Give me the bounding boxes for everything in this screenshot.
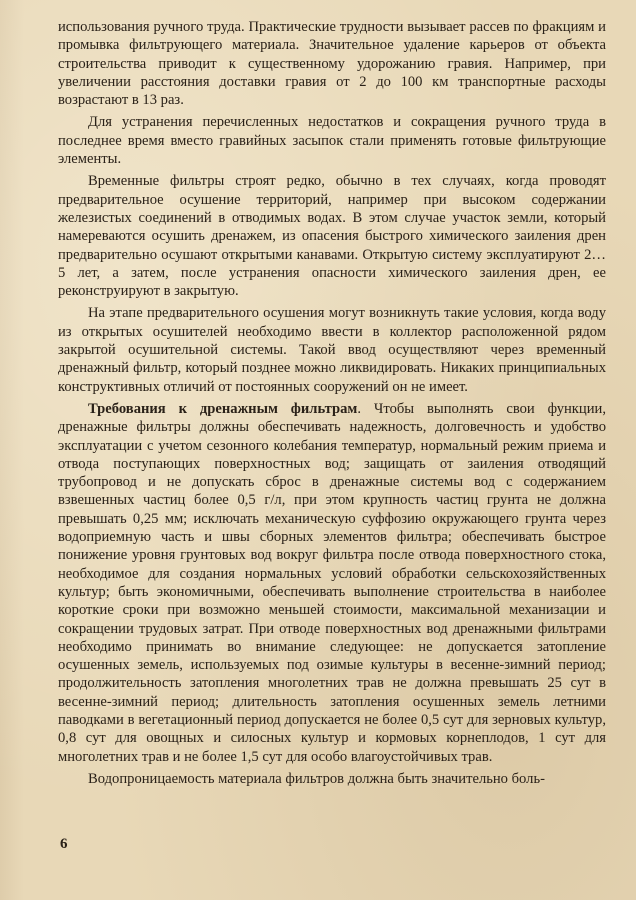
paragraph-preliminary-drainage: На этапе предварительного осушения могут возникнуть такие условия, когда воду из открытых осушителей необходимо ввести в коллектор расположенной рядом закрытой осушительной системы. Такой ввод осуществляют через временный дренажный фильтр, который позднее можно ликвидировать. Никаких принципиальных конструктивных отличий от постоянных сооружений он не имеет.: [58, 305, 606, 395]
paragraph-filter-requirements: [58, 400, 606, 766]
paragraph-temporary-filters: Временные фильтры строят редко, обычно в тех случаях, когда проводят предварительное осушение территорий, например при высоком содержании железистых соединений в отводимых водах. В этом случае участок земли, который намереваются осушить дренажем, из опасения быстрого химического заиления дрен предварительно осушают открытыми канавами. Открытую систему эксплуатируют 2…5 лет, а затем, после устранения опасности химического заиления дрен, ее реконструируют в закрытую.: [58, 173, 606, 300]
section-heading: Требования к дренажным фильтрам: [88, 400, 358, 417]
body-text: [58, 18, 606, 788]
paragraph-permeability: Водопроницаемость материала фильтров должна быть значительно боль-: [88, 770, 545, 787]
section-body: . Чтобы выполнять свои функции, дренажные фильтры должны обеспечивать надежность, долговечность и удобство эксплуатации с учетом сезонного колебания температур, нормальный режим приема и отвода поступающих поверхностных вод; защищать от заиления отводящий трубопровод и не допускать сброс в дренажные системы вод с содержанием взвешенных частиц более 0,5 г/л, при этом крупность частиц грунта не должна превышать 0,25 мм; исключать механическую суффозию окружающего грунта через водоприемную часть и швы сборных элементов фильтра; обеспечивать быстрое понижение уровня грунтовых вод вокруг фильтра после отвода поверхностного стока, необходимое для создания нормальных условий обработки сельскохозяйственных культур; быть экономичными, обеспечивать выполнение строительства в наиболее короткие сроки при возможно меньшей стоимости, максимальной механизации и сокращении трудовых затрат. При отводе поверхностных вод дренажными фильтрами необходимо принимать во внимание следующее: не допускается затопление осушенных земель, используемых под озимые культуры в весенне-зимний период; продолжительность затопления многолетних трав не должна превышать 25 сут в весенне-зимний период; длительность затопления осушенных земель летними паводками в вегетационный период допускается не более 0,5 сут для зерновых культур, 0,8 сут для овощных и силосных культур и кормовых корнеплодов, 1 сут для многолетних трав и не более 1,5 сут для особо влагоустойчивых трав.: [58, 400, 606, 765]
page-number: 6: [60, 836, 68, 852]
paragraph-continuation: использования ручного труда. Практические трудности вызывает рассев по фракциям и промывка фильтрующего материала. Значительное удаление карьеров от объекта строительства приводит к существенному удорожанию гравия. Например, при увеличении расстояния доставки гравия от 2 до 100 км транспортные расходы возрастают в 13 раз.: [58, 19, 606, 109]
paragraph-ready-filter-elements: Для устранения перечисленных недостатков и сокращения ручного труда в последнее время вместо гравийных засыпок стали применять готовые фильтрующие элементы.: [58, 114, 606, 168]
